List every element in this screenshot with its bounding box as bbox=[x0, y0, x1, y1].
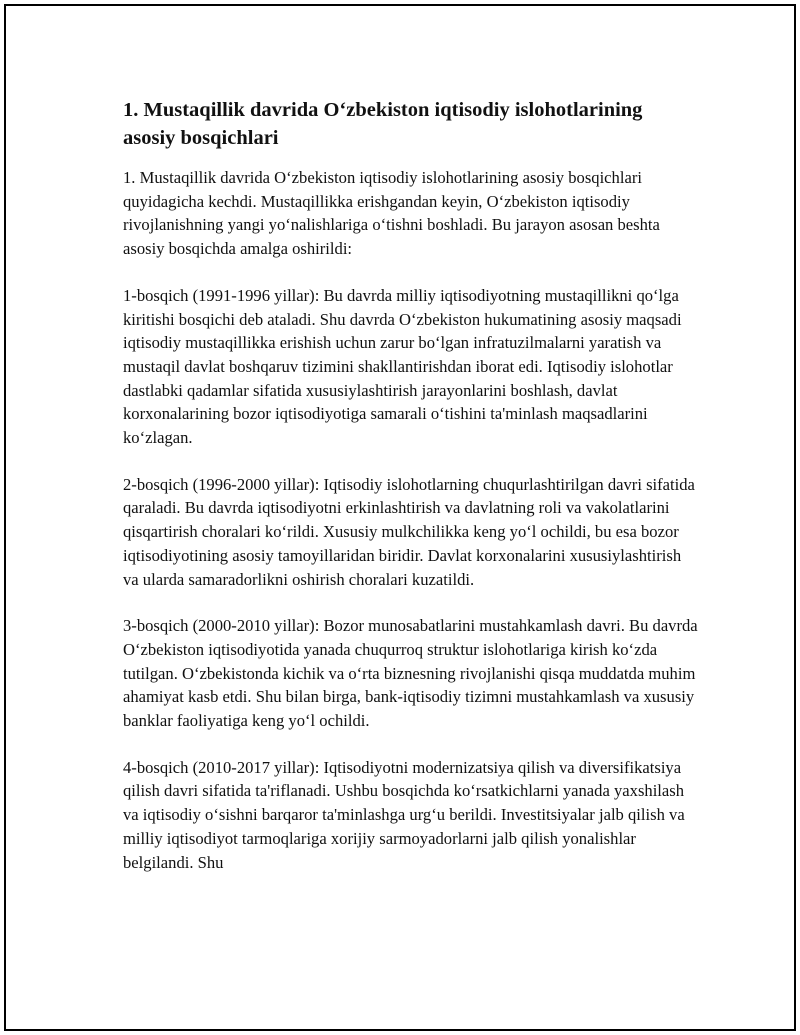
page-frame bbox=[4, 4, 796, 1031]
stage-4-paragraph: 4-bosqich (2010-2017 yillar): Iqtisodiyotni modernizatsiya qilish va diversifikatsiya qilish davri sifatida ta'riflanadi. Ushbu bosqichda ko‘rsatkichlarni yanada yaxshilash va iqtisodiy o‘sishni barqaror ta'minlashga urg‘u berildi. Investitsiyalar jalb qilish va milliy iqtisodiyot tarmoqlariga xorijiy sarmoyadorlarni jalb qilish yonalishlar belgilandi. Shu bbox=[123, 757, 685, 872]
stage-1-paragraph: 1-bosqich (1991-1996 yillar): Bu davrda milliy iqtisodiyotning mustaqillikni qo‘lga kiritishi bosqichi deb ataladi. Shu davrda O‘zbekiston hukumatining asosiy maqsadi iqtisodiy mustaqillikka erishish uchun zarur bo‘lgan infratuzilmalarni yaratish va mustaqil davlat boshqaruv tizimini shakllantirishdan iborat edi. Iqtisodiy islohotlar dastlabki qadamlar sifatida xususiylashtirish jarayonlarini boshlash, davlat korxonalarining bozor iqtisodiyotiga samarali o‘tishini ta'minlash maqsadlarini ko‘zlagan. bbox=[123, 285, 682, 448]
document-body bbox=[123, 96, 698, 897]
stage-2-paragraph: 2-bosqich (1996-2000 yillar): Iqtisodiy islohotlarning chuqurlashtirilgan davri sifatida qaraladi. Bu davrda iqtisodiyotni erkinlashtirish va davlatning roli va vakolatlarini qisqartirish choralari ko‘rildi. Xususiy mulkchilikka keng yo‘l ochildi, bu esa bozor iqtisodiyotining asosiy tamoyillaridan biridir. Davlat korxonalarini xususiylashtirish va ularda samaradorlikni oshirish choralari kuzatildi. bbox=[123, 474, 695, 589]
intro-paragraph: 1. Mustaqillik davrida O‘zbekiston iqtisodiy islohotlarining asosiy bosqichlari quyidagicha kechdi. Mustaqillikka erishgandan keyin, O‘zbekiston iqtisodiy rivojlanishning yangi yo‘nalishlariga o‘tishni boshladi. Bu jarayon asosan beshta asosiy bosqichda amalga oshirildi: bbox=[123, 168, 660, 259]
document-title: 1. Mustaqillik davrida O‘zbekiston iqtisodiy islohotlarining asosiy bosqichlari bbox=[123, 99, 643, 149]
stage-3-paragraph: 3-bosqich (2000-2010 yillar): Bozor munosabatlarini mustahkamlash davri. Bu davrda O‘zbekiston iqtisodiyotida yanada chuqurroq struktur islohotlariga kirish ko‘zda tutilgan. O‘zbekistonda kichik va o‘rta biznesning rivojlanishi qisqa muddatda muhim ahamiyat kasb etdi. Shu bilan birga, bank-iqtisodiy tizimni mustahkamlash va xususiy banklar faoliyatiga keng yo‘l ochildi. bbox=[123, 616, 698, 731]
